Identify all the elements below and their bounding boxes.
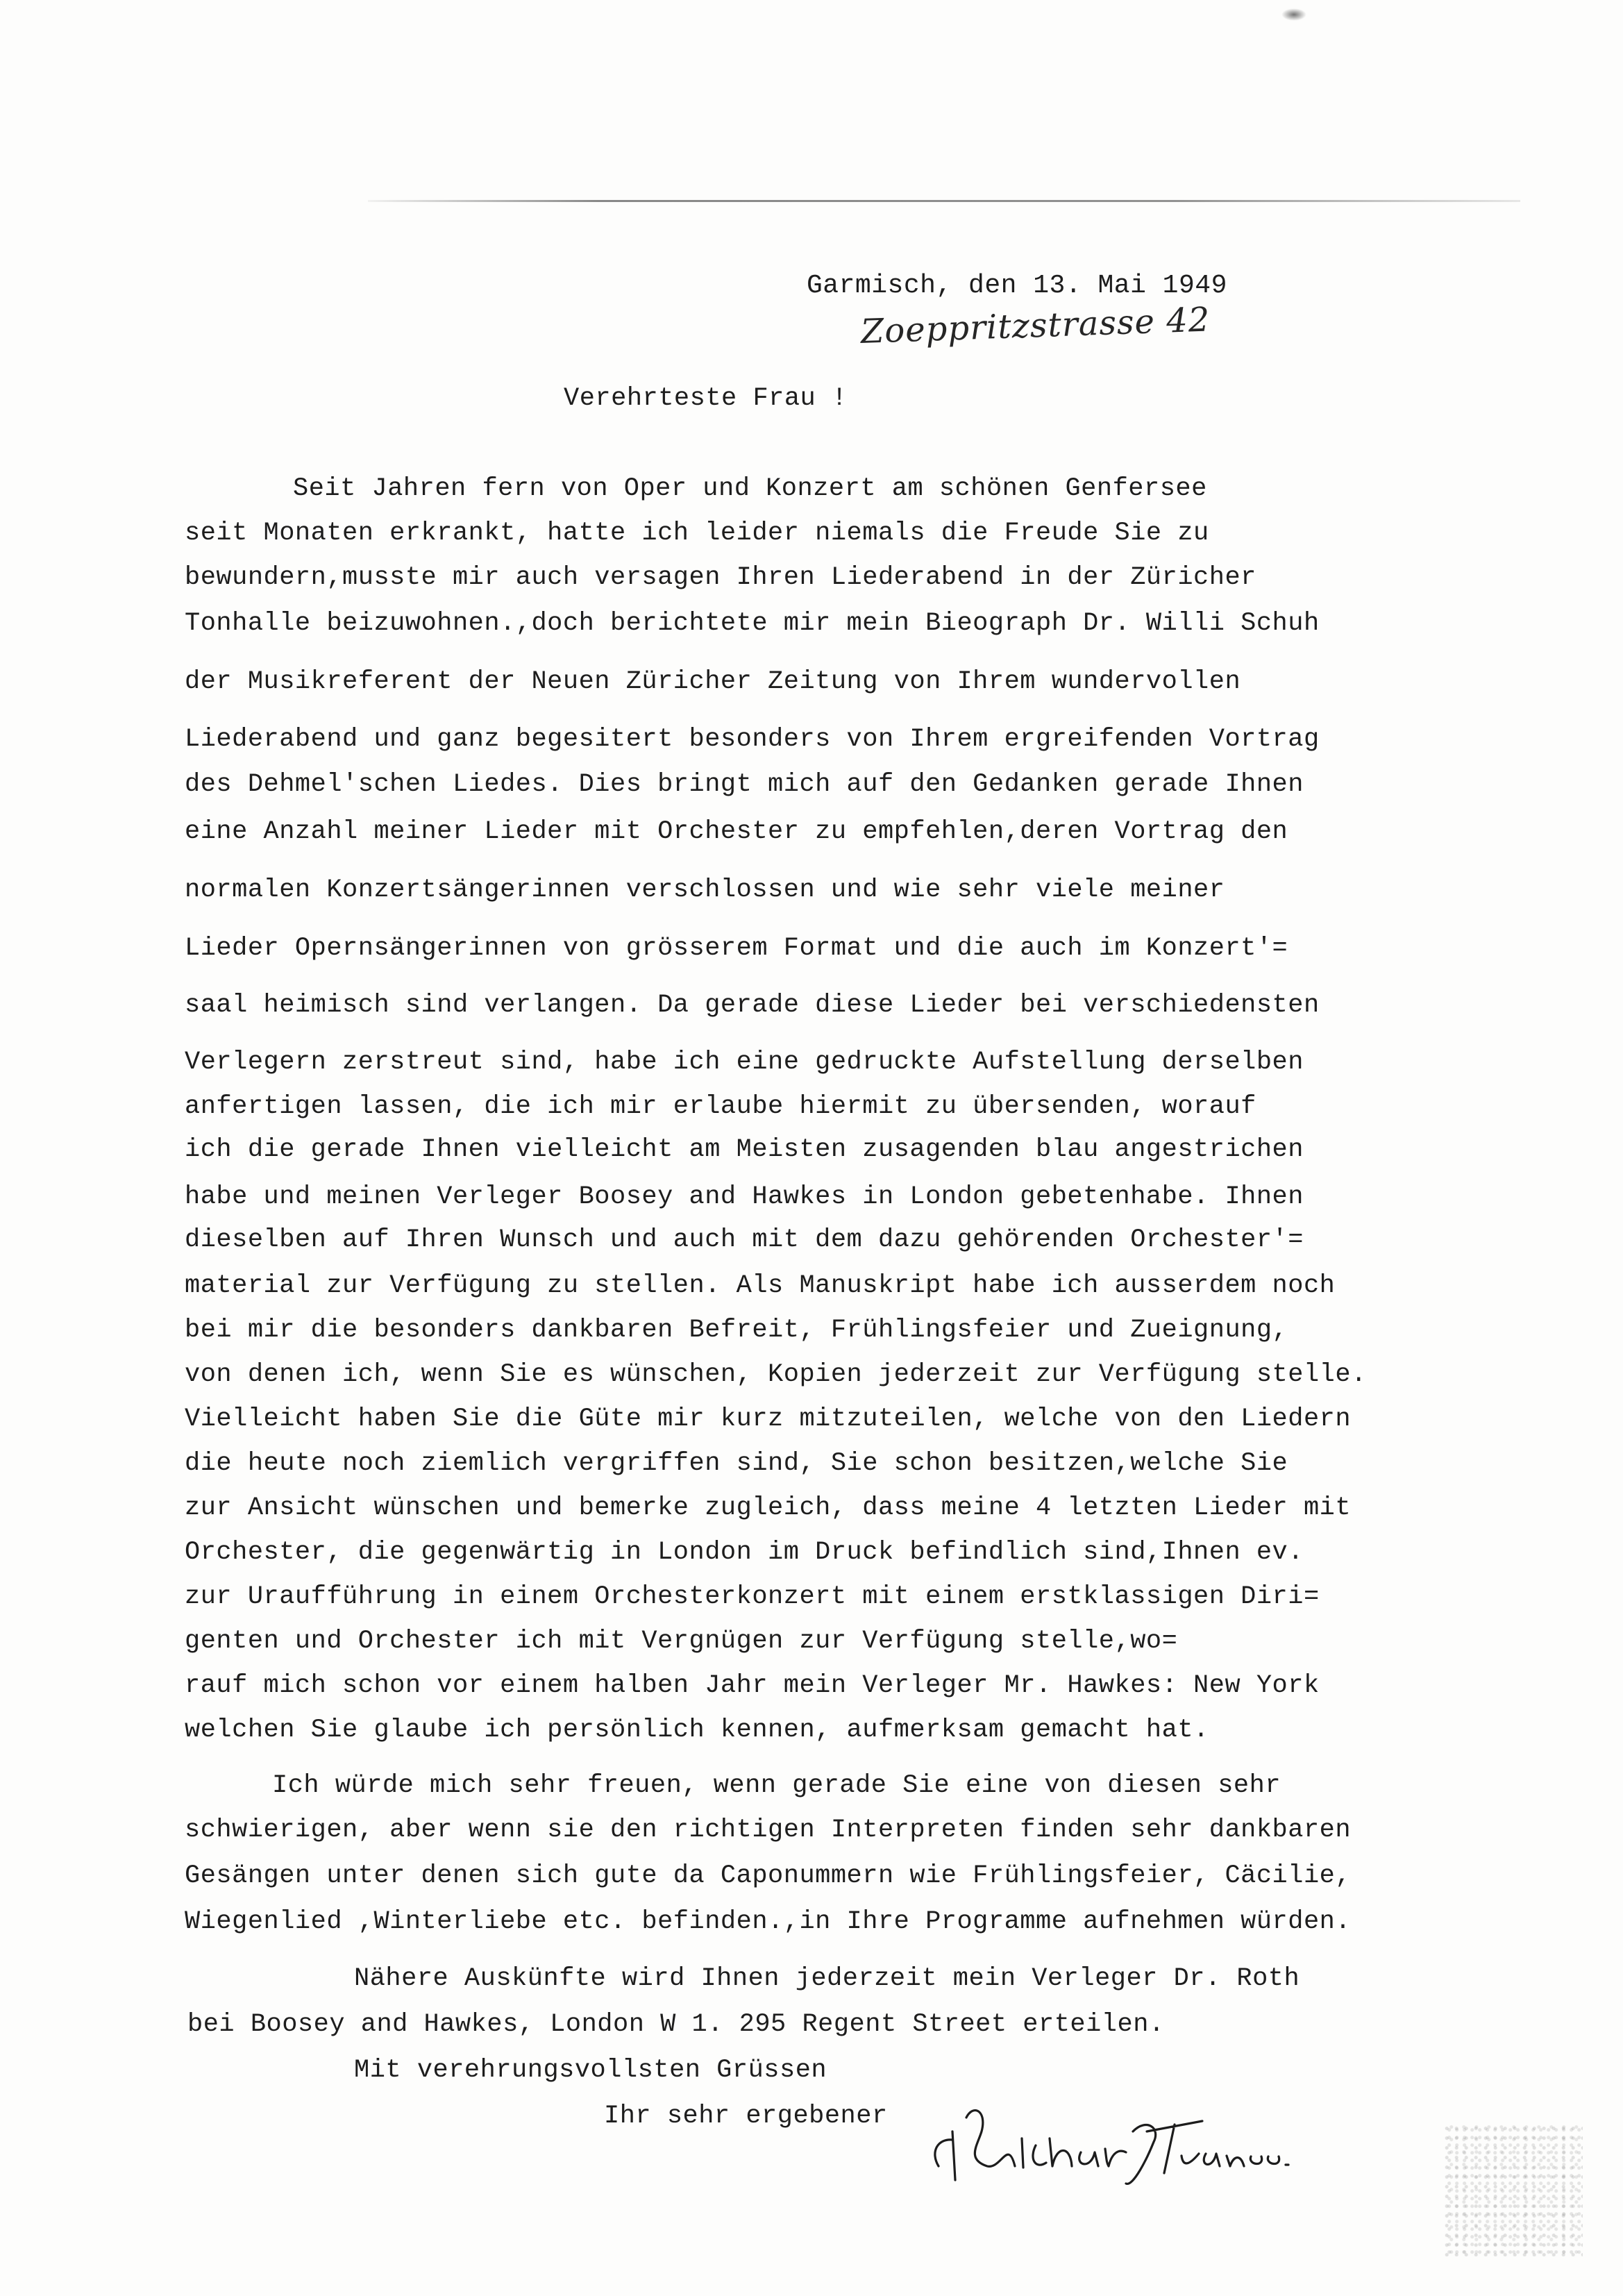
- body-line: Tonhalle beizuwohnen.,doch berichtete mir mein Bieograph Dr. Willi Schuh: [185, 609, 1320, 638]
- body-line: schwierigen, aber wenn sie den richtigen Interpreten finden sehr dankbaren: [185, 1816, 1352, 1845]
- body-line: der Musikreferent der Neuen Züricher Zeitung von Ihrem wundervollen: [185, 667, 1241, 696]
- body-line: Vielleicht haben Sie die Güte mir kurz mitzuteilen, welche von den Liedern: [185, 1405, 1352, 1434]
- body-line: Wiegenlied ,Winterliebe etc. befinden.,in Ihre Programme aufnehmen würden.: [185, 1907, 1352, 1936]
- body-line: rauf mich schon vor einem halben Jahr mein Verleger Mr. Hawkes: New York: [185, 1671, 1320, 1700]
- body-line: bei mir die besonders dankbaren Befreit, Frühlingsfeier und Zueignung,: [185, 1316, 1288, 1345]
- body-line: ich die gerade Ihnen vielleicht am Meisten zusagenden blau angestrichen: [185, 1135, 1304, 1164]
- body-line: die heute noch ziemlich vergriffen sind, Sie schon besitzen,welche Sie: [185, 1449, 1288, 1478]
- body-line: anfertigen lassen, die ich mir erlaube hiermit zu übersenden, worauf: [185, 1092, 1256, 1121]
- body-line: saal heimisch sind verlangen. Da gerade diese Lieder bei verschiedensten: [185, 991, 1320, 1020]
- handwritten-address: Zoeppritzstrasse 42: [860, 300, 1211, 351]
- body-line: Verlegern zerstreut sind, habe ich eine gedruckte Aufstellung derselben: [185, 1048, 1304, 1077]
- body-line: genten und Orchester ich mit Vergnügen zur Verfügung stelle,wo=: [185, 1627, 1178, 1656]
- closing-line: Mit verehrungsvollsten Grüssen: [354, 2056, 827, 2085]
- body-line: Ich würde mich sehr freuen, wenn gerade Sie eine von diesen sehr: [272, 1771, 1281, 1800]
- body-line: welchen Sie glaube ich persönlich kennen, aufmerksam gemacht hat.: [185, 1716, 1209, 1745]
- body-line: zur Uraufführung in einem Orchesterkonzert mit einem erstklassigen Diri=: [185, 1582, 1320, 1611]
- fold-line: [368, 200, 1520, 202]
- body-line: Liederabend und ganz begesitert besonders von Ihrem ergreifenden Vortrag: [185, 725, 1320, 754]
- body-line: Seit Jahren fern von Oper und Konzert am schönen Genfersee: [293, 474, 1207, 503]
- body-line: Nähere Auskünfte wird Ihnen jederzeit mein Verleger Dr. Roth: [354, 1964, 1300, 1993]
- ink-blot-mark: [1281, 8, 1306, 21]
- body-line: Orchester, die gegenwärtig in London im Druck befindlich sind,Ihnen ev.: [185, 1538, 1304, 1567]
- body-line: von denen ich, wenn Sie es wünschen, Kopien jederzeit zur Verfügung stelle.: [185, 1360, 1367, 1389]
- salutation: Verehrteste Frau !: [564, 384, 848, 413]
- body-line: seit Monaten erkrankt, hatte ich leider niemals die Freude Sie zu: [185, 519, 1209, 548]
- body-line: bewundern,musste mir auch versagen Ihren Liederabend in der Züricher: [185, 563, 1256, 592]
- body-line: des Dehmel'schen Liedes. Dies bringt mich auf den Gedanken gerade Ihnen: [185, 770, 1304, 799]
- body-line: habe und meinen Verleger Boosey and Hawkes in London gebetenhabe. Ihnen: [185, 1182, 1304, 1212]
- body-line: zur Ansicht wünschen und bemerke zugleich, dass meine 4 letzten Lieder mit: [185, 1493, 1352, 1523]
- body-line: Lieder Opernsängerinnen von grösserem Format und die auch im Konzert'=: [185, 934, 1288, 963]
- body-line: Gesängen unter denen sich gute da Caponummern wie Frühlingsfeier, Cäcilie,: [185, 1861, 1352, 1891]
- body-line: normalen Konzertsängerinnen verschlossen und wie sehr viele meiner: [185, 875, 1225, 905]
- body-line: bei Boosey and Hawkes, London W 1. 295 Regent Street erteilen.: [187, 2010, 1165, 2039]
- body-line: material zur Verfügung zu stellen. Als Manuskript habe ich ausserdem noch: [185, 1271, 1336, 1300]
- body-line: dieselben auf Ihren Wunsch und auch mit dem dazu gehörenden Orchester'=: [185, 1225, 1304, 1255]
- paper-speckle: [1444, 2125, 1583, 2256]
- signature: [925, 2090, 1341, 2194]
- closing-line: Ihr sehr ergebener: [604, 2102, 888, 2131]
- body-line: eine Anzahl meiner Lieder mit Orchester zu empfehlen,deren Vortrag den: [185, 817, 1288, 846]
- date-line: Garmisch, den 13. Mai 1949: [807, 271, 1227, 301]
